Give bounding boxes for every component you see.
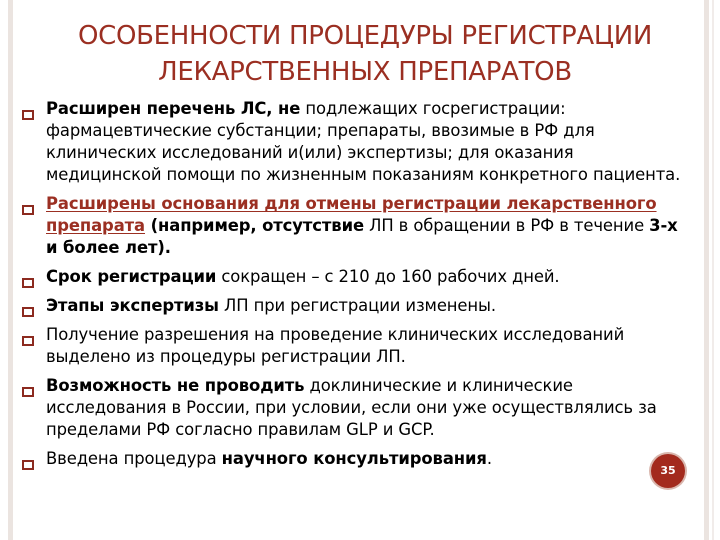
bullet-2-text: ЛП в обращении в РФ в течение bbox=[363, 216, 650, 235]
bullet-item-4 bbox=[22, 295, 692, 317]
bullet-7-text: Введена процедура bbox=[46, 449, 222, 468]
bullet-3-lead: Срок регистрации bbox=[46, 267, 217, 286]
bullet-6-lead: Возможность не проводить bbox=[46, 376, 305, 395]
hollow-square-bullet-icon bbox=[22, 381, 34, 391]
bullet-3-text: сокращен – с 210 до 160 рабочих дней. bbox=[216, 267, 560, 286]
slide-frame-left bbox=[8, 0, 13, 540]
hollow-square-bullet-icon bbox=[22, 199, 34, 209]
bullet-list bbox=[22, 98, 692, 477]
hollow-square-bullet-icon bbox=[22, 104, 34, 114]
slide-frame-right bbox=[704, 0, 709, 540]
page-number-badge: 35 bbox=[651, 454, 685, 488]
bullet-4-lead: Этапы экспертизы bbox=[46, 296, 219, 315]
slide-title-line-2: ЛЕКАРСТВЕННЫХ ПРЕПАРАТОВ bbox=[158, 57, 572, 87]
bullet-5-text: Получение разрешения на проведение клинических исследований выделено из процедуры регистрации ЛП. bbox=[46, 325, 625, 366]
bullet-1-lead: Расширен перечень ЛС, не bbox=[46, 99, 301, 118]
hollow-square-bullet-icon bbox=[22, 454, 34, 464]
hollow-square-bullet-icon bbox=[22, 272, 34, 282]
bullet-item-7 bbox=[22, 448, 692, 470]
bullet-7-end: . bbox=[486, 449, 492, 468]
bullet-2-lead: Расширены основания для отмены регистрации лекарственного препарата bbox=[46, 194, 657, 235]
bullet-2-mid: (например, отсутствие bbox=[145, 216, 364, 235]
bullet-2-tail: 3-х и более лет). bbox=[46, 216, 678, 257]
bullet-4-text: ЛП при регистрации изменены. bbox=[218, 296, 496, 315]
bullet-item-1 bbox=[22, 98, 692, 186]
slide-title bbox=[30, 18, 700, 90]
bullet-6-text: доклинические и клинические исследования в России, при условии, если они уже осуществлялись за пределами РФ согласно правилам GLP и GCP. bbox=[46, 376, 657, 439]
bullet-item-2 bbox=[22, 193, 692, 259]
bullet-item-6 bbox=[22, 375, 692, 441]
bullet-item-3 bbox=[22, 266, 692, 288]
slide-frame-right-inner bbox=[712, 0, 714, 540]
bullet-item-5 bbox=[22, 324, 692, 368]
hollow-square-bullet-icon bbox=[22, 330, 34, 340]
hollow-square-bullet-icon bbox=[22, 301, 34, 311]
bullet-1-text: подлежащих госрегистрации: фармацевтические субстанции; препараты, ввозимые в РФ для клинических исследований и(или) экспертизы; для оказания медицинской помощи по жизненным показаниям конкретного пациента. bbox=[46, 99, 681, 184]
bullet-7-tail: научного консультирования bbox=[221, 449, 487, 468]
slide-title-line-1: ОСОБЕННОСТИ ПРОЦЕДУРЫ РЕГИСТРАЦИИ bbox=[77, 21, 653, 51]
